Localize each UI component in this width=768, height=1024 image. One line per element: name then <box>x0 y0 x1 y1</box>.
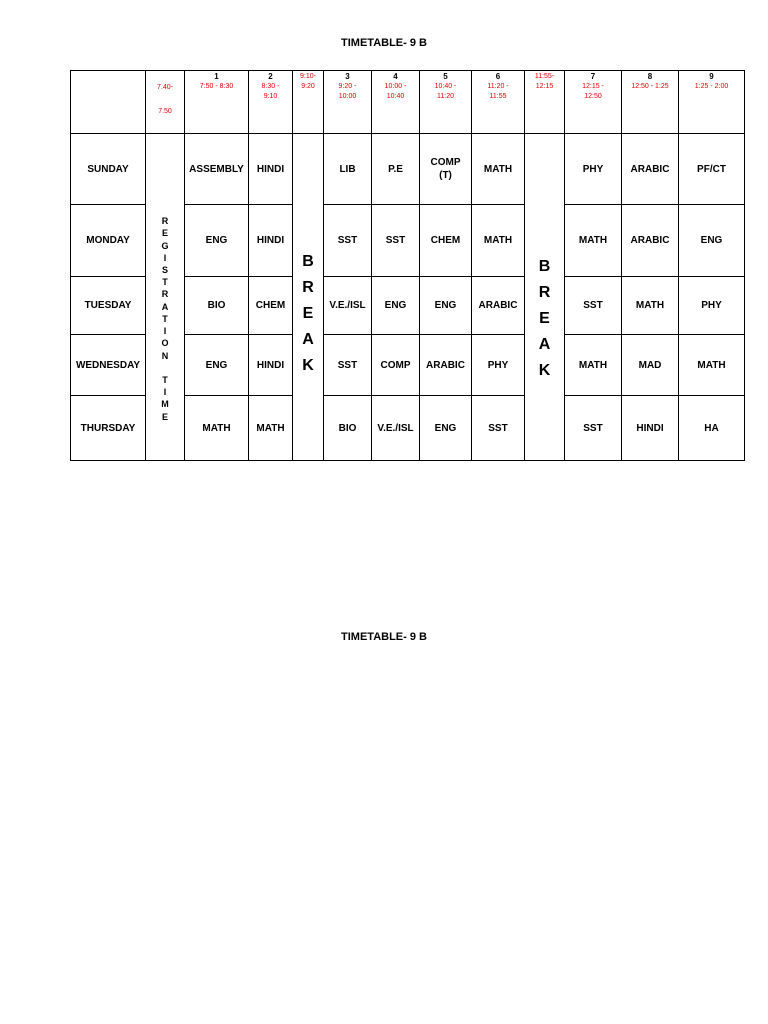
period-cell: SST <box>372 205 420 277</box>
period-time: 1:25 - 2:00 <box>694 83 729 90</box>
period-time: 9:20 - <box>338 83 357 90</box>
registration-end: 7.50 <box>158 108 172 115</box>
period-cell: MATH <box>185 396 249 461</box>
text-line: CHEM <box>430 235 461 246</box>
period-cell: V.E./ISL <box>372 396 420 461</box>
period-cell: MATH <box>679 335 745 396</box>
text-line: ENG <box>434 422 457 434</box>
period-cell: MATH <box>565 205 622 277</box>
period-number: 8 <box>647 72 653 81</box>
period-time: 10:00 <box>338 93 357 100</box>
break-header <box>525 71 565 134</box>
period-number: 4 <box>393 72 398 81</box>
period-time: 11:20 <box>437 93 454 100</box>
period-number: 5 <box>443 72 448 81</box>
break-label: B R E A K <box>302 253 314 374</box>
period-cell <box>420 335 472 396</box>
period-cell: ENG <box>185 335 249 396</box>
period-number: 3 <box>345 72 350 81</box>
period-cell: P.E <box>372 134 420 205</box>
registration-time-column <box>146 134 185 461</box>
period-cell: CHEM <box>249 277 293 335</box>
period-cell: SST <box>565 396 622 461</box>
period-cell <box>420 277 472 335</box>
period-time: 9:10- <box>300 73 316 80</box>
period-header-3 <box>324 71 372 134</box>
period-cell: HINDI <box>249 335 293 396</box>
period-cell: HA <box>679 396 745 461</box>
period-time: 12:15 - <box>582 83 604 90</box>
period-cell: MAD <box>622 335 679 396</box>
period-cell: ASSEMBLY <box>185 134 249 205</box>
text-line: COMP <box>430 157 461 168</box>
period-header-4 <box>372 71 420 134</box>
period-cell <box>420 396 472 461</box>
text-line: ARABIC <box>426 359 465 371</box>
day-label: THURSDAY <box>71 396 146 461</box>
period-time: 12:15 <box>535 83 554 90</box>
registration-time-label: R E G I S T R A T I O N T I M E <box>161 216 169 422</box>
period-time: 10:40 - <box>434 83 457 90</box>
period-time: 9:20 <box>301 83 315 90</box>
page-title-repeat: TIMETABLE- 9 B <box>341 631 427 643</box>
period-cell: PHY <box>472 335 525 396</box>
period-cell <box>420 205 472 277</box>
period-time: 12:50 <box>584 93 602 100</box>
period-number: 9 <box>709 72 714 81</box>
day-label: WEDNESDAY <box>71 335 146 396</box>
period-number: 6 <box>495 72 501 81</box>
period-time: 11:20 - <box>487 83 509 90</box>
period-cell <box>420 134 472 205</box>
period-cell: MATH <box>622 277 679 335</box>
day-label: SUNDAY <box>71 134 146 205</box>
period-time: 12:50 - 1:25 <box>631 83 669 90</box>
period-cell: HINDI <box>249 134 293 205</box>
period-cell: HINDI <box>622 396 679 461</box>
period-header-8 <box>622 71 679 134</box>
break-label: B R E A K <box>538 258 551 379</box>
period-cell: MATH <box>565 335 622 396</box>
period-cell: PHY <box>565 134 622 205</box>
period-time: 11:55- <box>534 73 555 80</box>
period-header-2 <box>249 71 293 134</box>
period-number: 7 <box>590 72 596 81</box>
header-corner-cell <box>71 71 146 134</box>
period-cell: HINDI <box>249 205 293 277</box>
period-cell: ENG <box>185 205 249 277</box>
period-time: 10:00 - <box>384 83 407 90</box>
period-cell: SST <box>324 335 372 396</box>
period-cell: MATH <box>249 396 293 461</box>
period-cell: PF/CT <box>679 134 745 205</box>
registration-time-header <box>146 71 185 134</box>
break-column-1 <box>293 134 324 461</box>
period-header-6 <box>472 71 525 134</box>
period-cell: ARABIC <box>622 205 679 277</box>
period-cell: ENG <box>372 277 420 335</box>
day-label: MONDAY <box>71 205 146 277</box>
period-number: 2 <box>268 72 273 81</box>
period-cell: MATH <box>472 205 525 277</box>
text-line: (T) <box>439 170 452 181</box>
period-time: 9:10 <box>263 93 278 100</box>
page-title: TIMETABLE- 9 B <box>341 37 427 49</box>
period-cell: BIO <box>185 277 249 335</box>
period-cell: MATH <box>472 134 525 205</box>
period-number: 1 <box>214 72 219 81</box>
break-column-2 <box>525 134 565 461</box>
period-cell: ARABIC <box>622 134 679 205</box>
period-time: 8:30 - <box>261 83 280 90</box>
period-cell: BIO <box>324 396 372 461</box>
period-cell: SST <box>324 205 372 277</box>
period-time: 11:55 <box>489 93 507 100</box>
period-cell: ARABIC <box>472 277 525 335</box>
period-time: 7:50 - 8:30 <box>199 83 234 90</box>
period-cell: COMP <box>372 335 420 396</box>
period-cell: ENG <box>679 205 745 277</box>
timetable <box>70 70 745 461</box>
period-time: 10:40 <box>386 93 405 100</box>
text-line: ENG <box>434 300 457 311</box>
day-label: TUESDAY <box>71 277 146 335</box>
period-header-1 <box>185 71 249 134</box>
break-header <box>293 71 324 134</box>
period-cell: SST <box>472 396 525 461</box>
period-header-9 <box>679 71 745 134</box>
registration-start: 7.40- <box>157 84 173 91</box>
period-cell: LIB <box>324 134 372 205</box>
period-cell: PHY <box>679 277 745 335</box>
period-cell: V.E./ISL <box>324 277 372 335</box>
period-header-7 <box>565 71 622 134</box>
period-header-5 <box>420 71 472 134</box>
period-cell: SST <box>565 277 622 335</box>
